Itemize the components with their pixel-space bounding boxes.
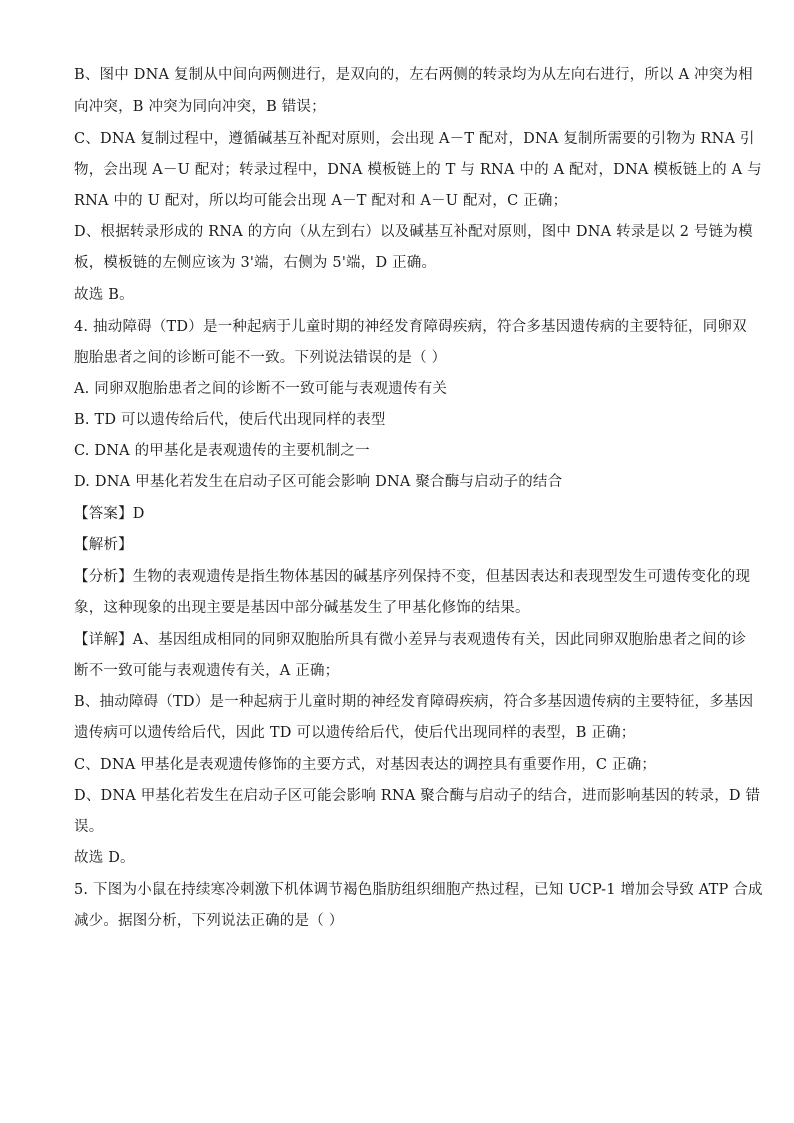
text-line: 误。 (74, 819, 104, 835)
option-c: C. DNA 的甲基化是表观遗传的主要机制之一 (74, 443, 370, 459)
answer-label: 【答案】D (74, 506, 145, 522)
text-line: C、DNA 复制过程中，遵循碱基互补配对原则，会出现 A－T 配对，DNA 复制所需要的引物为 RNA 引 (74, 131, 755, 147)
text-line: 物，会出现 A－U 配对；转录过程中，DNA 模板链上的 T 与 RNA 中的 A 配对，DNA 模板链上的 A 与 (74, 162, 762, 178)
question-4-stem: 胞胎患者之间的诊断可能不一致。下列说法错误的是（ ） (74, 350, 447, 366)
text-line: 象，这种现象的出现主要是基因中部分碱基发生了甲基化修饰的结果。 (74, 600, 530, 616)
text-line: D、根据转录形成的 RNA 的方向（从左到右）以及碱基互补配对原则，图中 DNA 转录是以 2 号链为模 (74, 224, 753, 240)
text-line: RNA 中的 U 配对，所以均可能会出现 A－T 配对和 A－U 配对，C 正确； (74, 193, 568, 209)
text-line: 【分析】生物的表观遗传是指生物体基因的碱基序列保持不变，但基因表达和表现型发生可遗传变化的现 (74, 569, 751, 585)
text-line: B、抽动障碍（TD）是一种起病于儿童时期的神经发育障碍疾病，符合多基因遗传病的主要特征，多基因 (74, 694, 754, 710)
text-line: 故选 B。 (74, 287, 134, 303)
text-line: 板，模板链的左侧应该为 3'端，右侧为 5'端，D 正确。 (74, 255, 437, 271)
question-5-stem: 5. 下图为小鼠在持续寒冷刺激下机体调节褐色脂肪组织细胞产热过程，已知 UCP-1 增加会导致 ATP 合成 (74, 882, 763, 898)
text-line: C、DNA 甲基化是表观遗传修饰的主要方式，对基因表达的调控具有重要作用，C 正确； (74, 757, 657, 773)
text-line: 向冲突，B 冲突为同向冲突，B 错误； (74, 99, 326, 115)
text-line: D、DNA 甲基化若发生在启动子区可能会影响 RNA 聚合酶与启动子的结合，进而影响基因的转录，D 错 (74, 788, 761, 804)
text-line: 断不一致可能与表观遗传有关，A 正确； (74, 663, 340, 679)
analysis-label: 【解析】 (74, 537, 133, 553)
text-line: 【详解】A、基因组成相同的同卵双胞胎所具有微小差异与表观遗传有关，因此同卵双胞胎患者之间的诊 (74, 632, 747, 648)
option-a: A. 同卵双胞胎患者之间的诊断不一致可能与表观遗传有关 (74, 381, 448, 397)
question-5-stem: 减少。据图分析，下列说法正确的是（ ） (74, 913, 344, 929)
option-d: D. DNA 甲基化若发生在启动子区可能会影响 DNA 聚合酶与启动子的结合 (74, 474, 563, 490)
question-4-stem: 4. 抽动障碍（TD）是一种起病于儿童时期的神经发育障碍疾病，符合多基因遗传病的主要特征，同卵双 (74, 319, 747, 335)
text-line: 遗传病可以遗传给后代，因此 TD 可以遗传给后代，使后代出现同样的表型，B 正确； (74, 725, 636, 741)
option-b: B. TD 可以遗传给后代，使后代出现同样的表型 (74, 412, 386, 428)
text-line: 故选 D。 (74, 850, 135, 866)
text-line: B、图中 DNA 复制从中间向两侧进行，是双向的，左右两侧的转录均为从左向右进行，所以 A 冲突为相 (74, 67, 753, 83)
